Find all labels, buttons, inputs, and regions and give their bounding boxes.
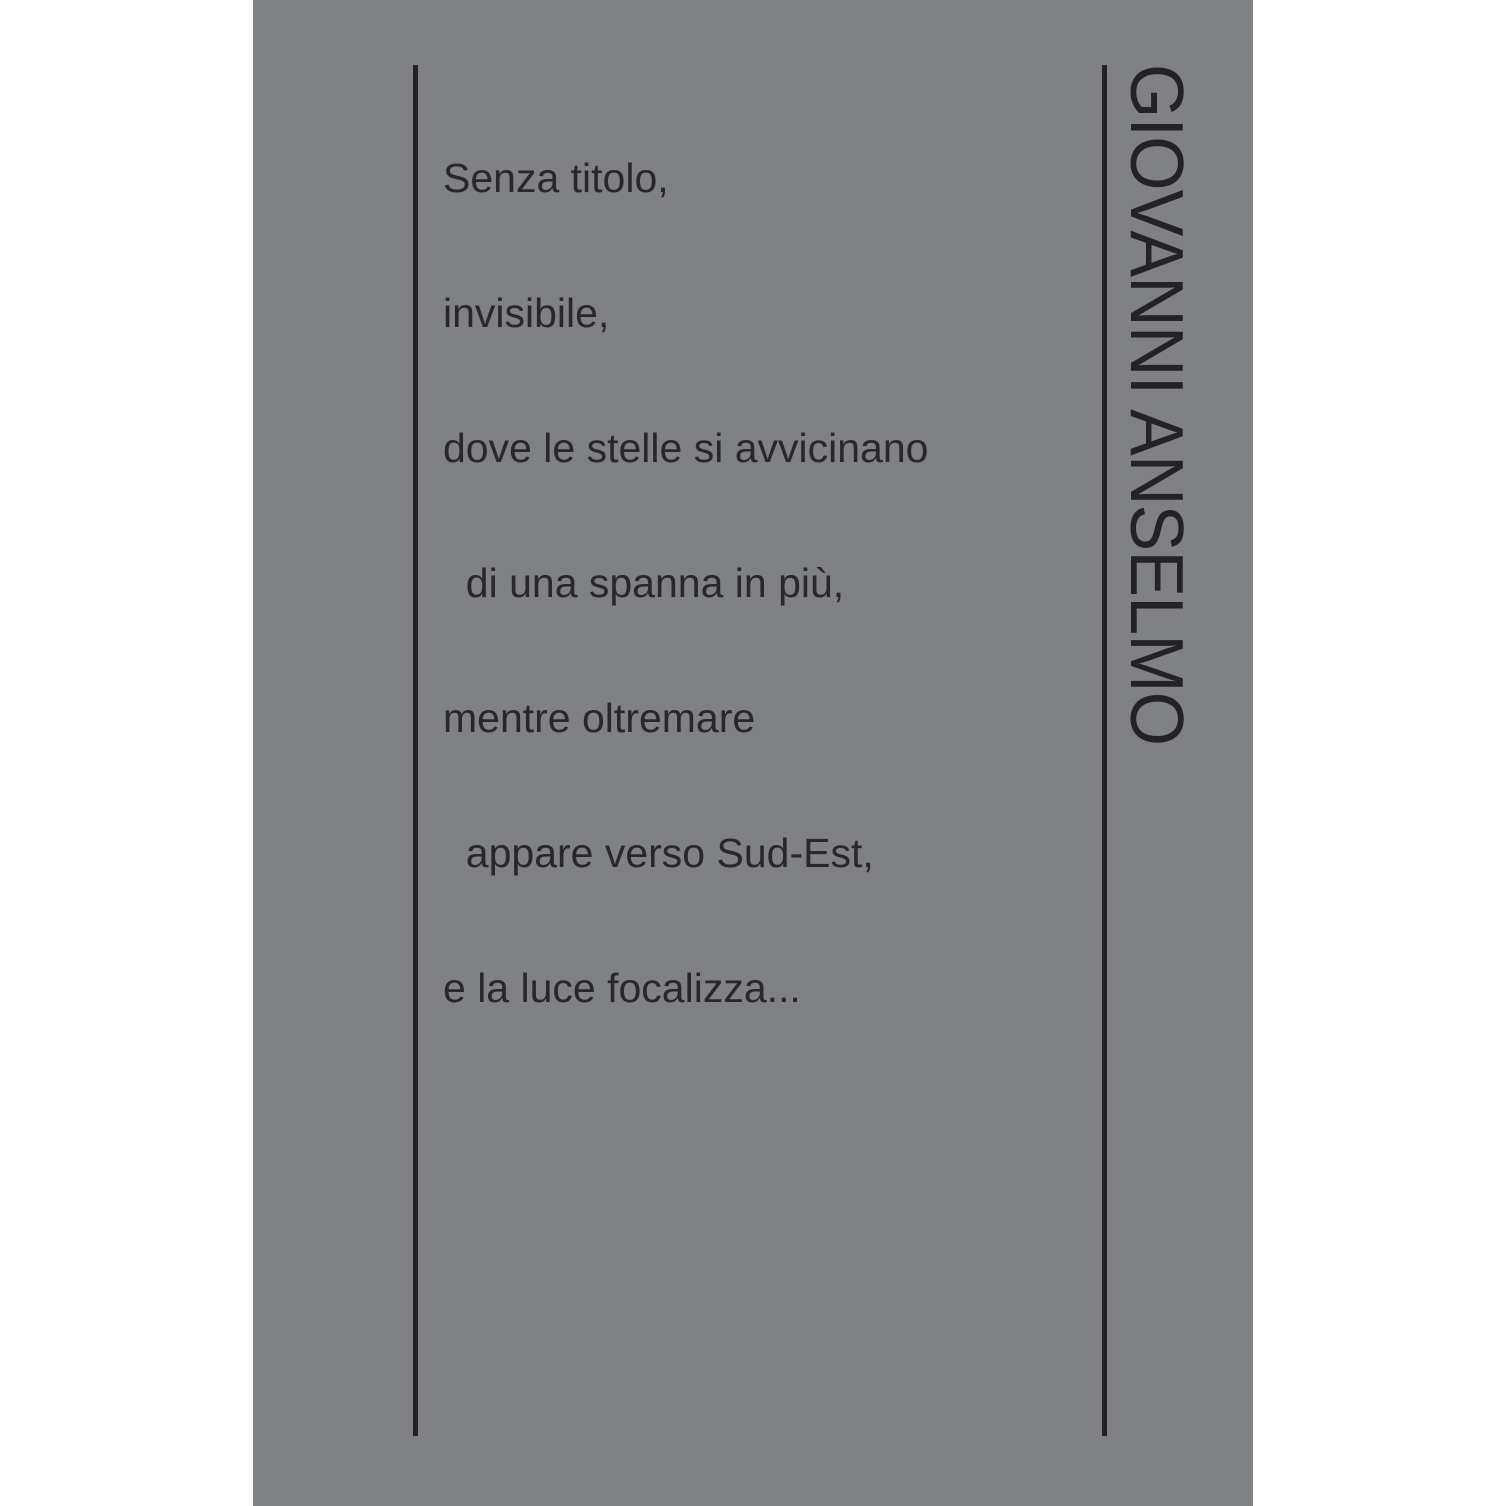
artist-name: GIOVANNI ANSELMO [1115,64,1199,746]
poem-line: di una spanna in più, [443,560,845,606]
poem-line: Senza titolo, [443,155,669,201]
poem-line: invisibile, [443,290,610,336]
poem-line: dove le stelle si avvicinano [443,425,929,471]
poem-line: mentre oltremare [443,695,756,741]
right-vertical-rule [1102,65,1107,1436]
poem-line: appare verso Sud-Est, [443,830,874,876]
poem-text-block [443,66,928,1101]
cover-panel [253,0,1253,1506]
left-vertical-rule [413,65,418,1436]
poem-line: e la luce focalizza... [443,965,801,1011]
